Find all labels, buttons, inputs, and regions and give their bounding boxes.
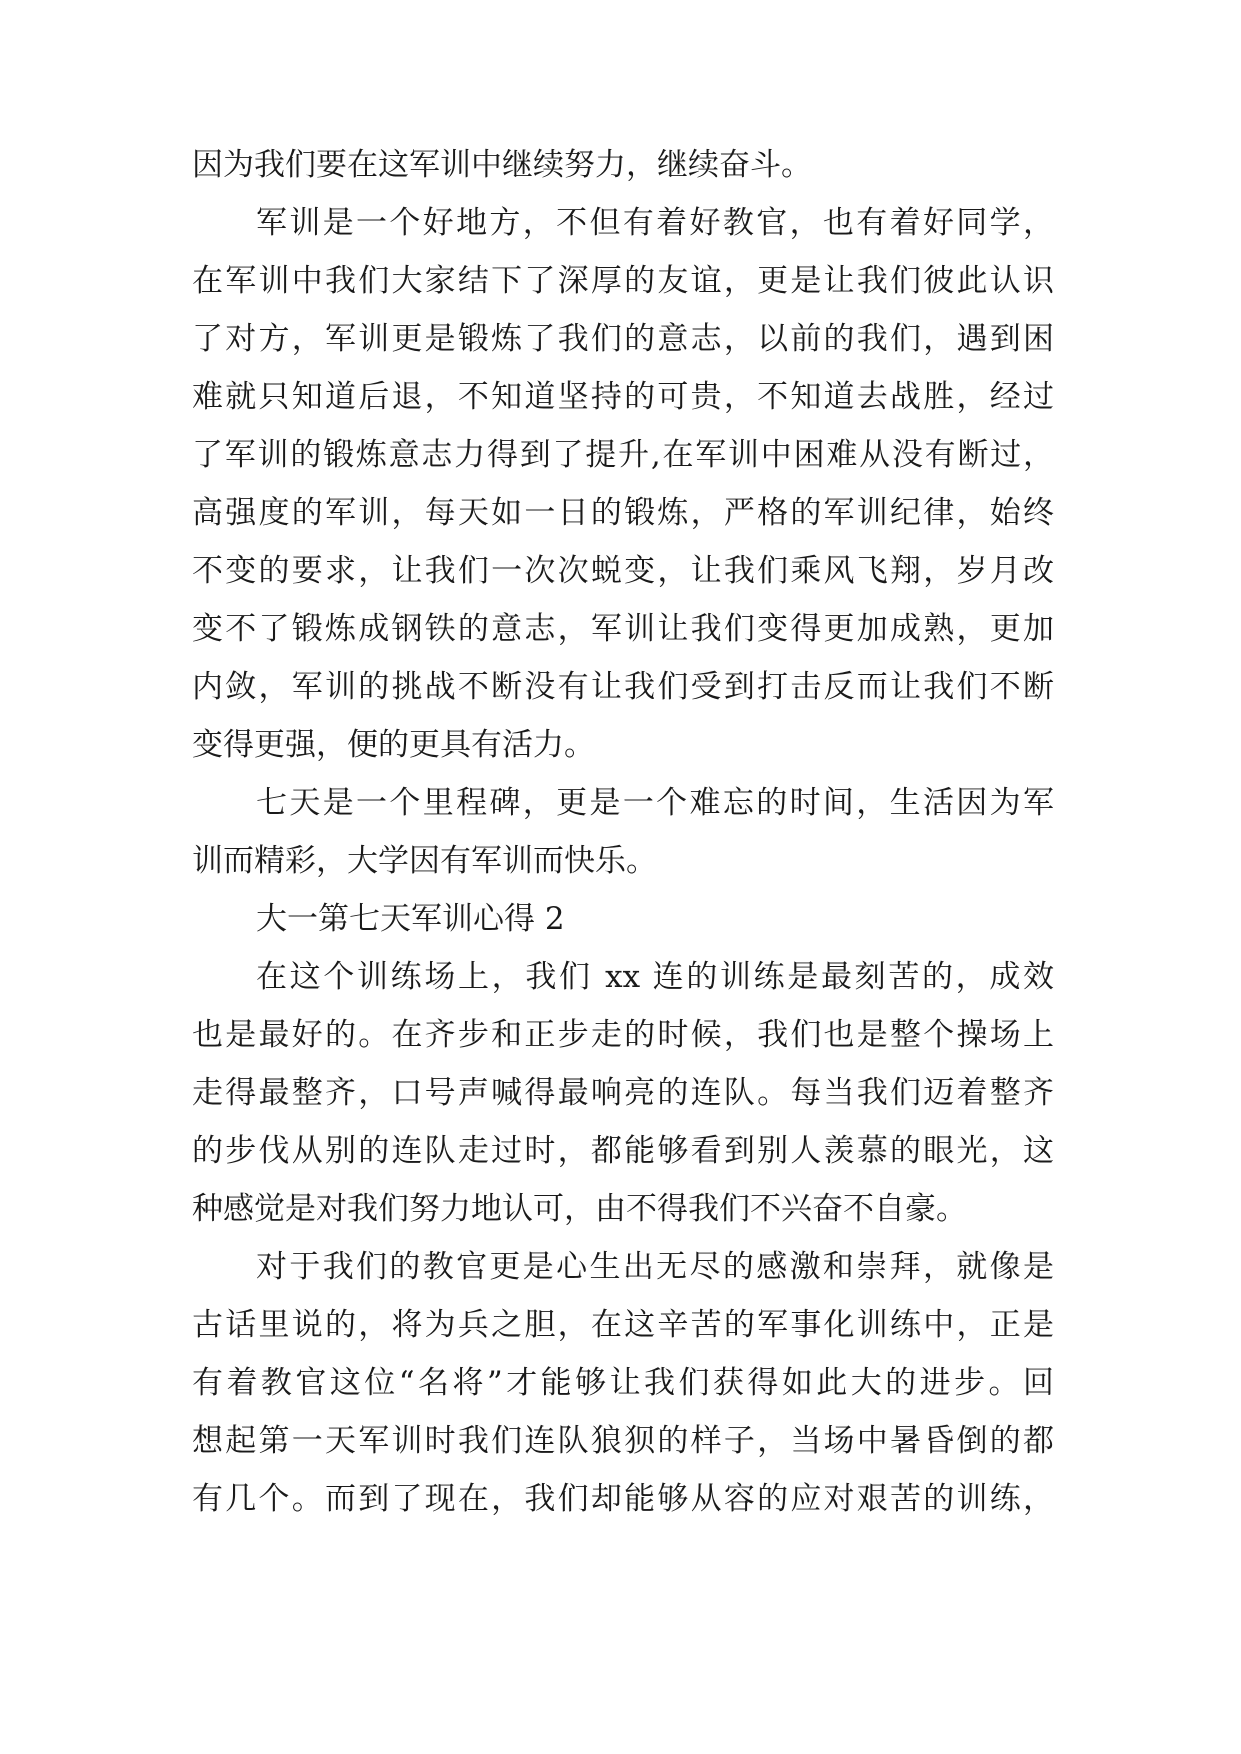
text-line: 也是最好的。在齐步和正步走的时候，我们也是整个操场上 — [192, 1017, 1054, 1053]
text-line: 走得最整齐，口号声喊得最响亮的连队。每当我们迈着整齐 — [192, 1075, 1054, 1111]
text-line: 变不了锻炼成钢铁的意志，军训让我们变得更加成熟，更加 — [192, 611, 1054, 647]
text-line: 种感觉是对我们努力地认可，由不得我们不兴奋不自豪。 — [192, 1191, 967, 1227]
paragraph-start-line: 七天是一个里程碑，更是一个难忘的时间，生活因为军 — [256, 785, 1054, 821]
paragraph-start-line: 军训是一个好地方，不但有着好教官，也有着好同学， — [256, 205, 1054, 241]
text-line: 有几个。而到了现在，我们却能够从容的应对艰苦的训练， — [192, 1481, 1054, 1517]
text-line: 想起第一天军训时我们连队狼狈的样子，当场中暑昏倒的都 — [192, 1423, 1054, 1459]
text-line: 内敛，军训的挑战不断没有让我们受到打击反而让我们不断 — [192, 669, 1054, 705]
text-line: 有着教官这位“名将”才能够让我们获得如此大的进步。回 — [192, 1365, 1054, 1401]
text-line: 高强度的军训，每天如一日的锻炼，严格的军训纪律，始终 — [192, 495, 1054, 531]
section-heading: 大一第七天军训心得 2 — [256, 901, 565, 937]
text-line: 因为我们要在这军训中继续努力，继续奋斗。 — [192, 147, 812, 183]
text-line: 在军训中我们大家结下了深厚的友谊，更是让我们彼此认识 — [192, 263, 1054, 299]
text-line: 古话里说的，将为兵之胆，在这辛苦的军事化训练中，正是 — [192, 1307, 1054, 1343]
paragraph-start-line: 在这个训练场上，我们 xx 连的训练是最刻苦的，成效 — [256, 959, 1054, 995]
text-line: 变得更强，便的更具有活力。 — [192, 727, 595, 763]
text-line: 不变的要求，让我们一次次蜕变，让我们乘风飞翔，岁月改 — [192, 553, 1054, 589]
text-line: 训而精彩，大学因有军训而快乐。 — [192, 843, 657, 879]
text-line: 了军训的锻炼意志力得到了提升,在军训中困难从没有断过， — [192, 437, 1054, 473]
text-line: 的步伐从别的连队走过时，都能够看到别人羡慕的眼光，这 — [192, 1133, 1054, 1169]
text-line: 难就只知道后退，不知道坚持的可贵，不知道去战胜，经过 — [192, 379, 1054, 415]
text-line: 了对方，军训更是锻炼了我们的意志，以前的我们，遇到困 — [192, 321, 1054, 357]
paragraph-start-line: 对于我们的教官更是心生出无尽的感激和崇拜，就像是 — [256, 1249, 1054, 1285]
